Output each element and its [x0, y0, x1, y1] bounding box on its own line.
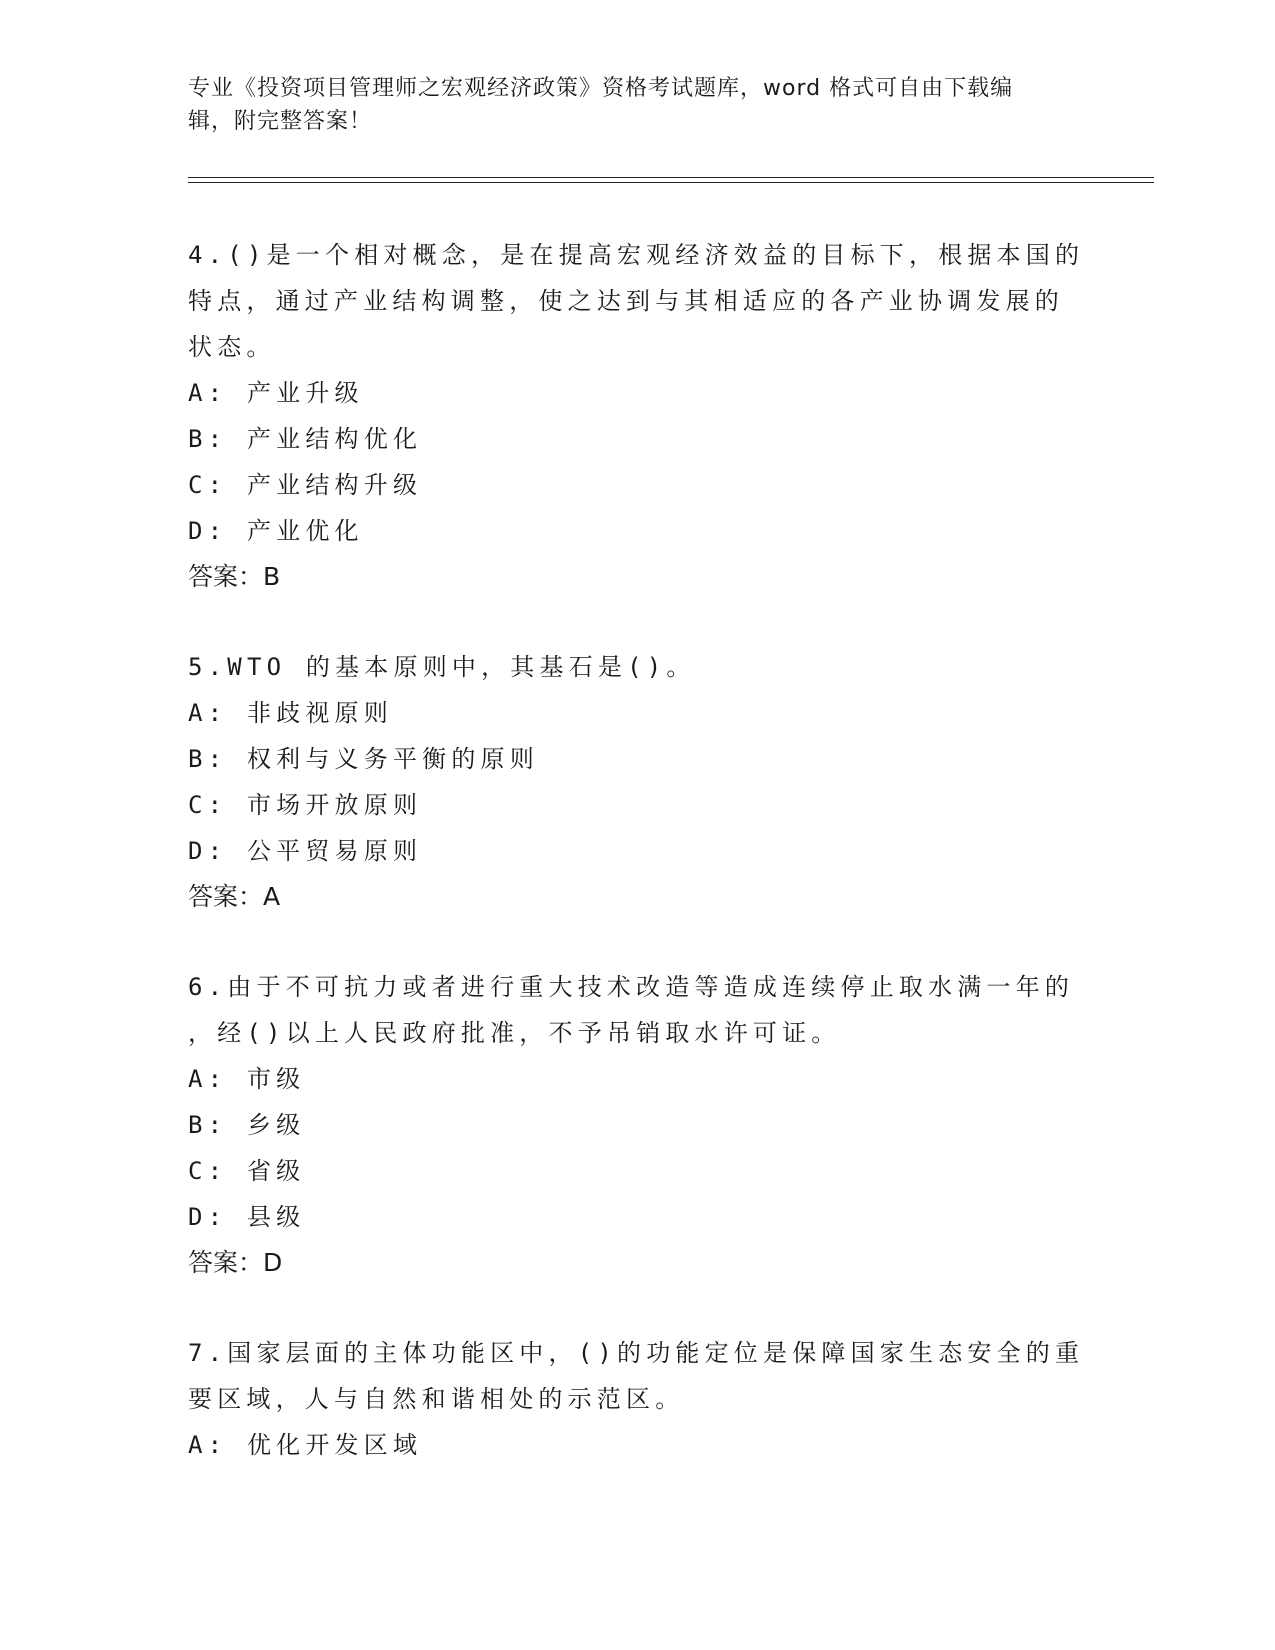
- option-c: C: 市场开放原则: [188, 791, 423, 819]
- question-stem-line: 特点，通过产业结构调整，使之达到与其相适应的各产业协调发展的: [188, 287, 1064, 315]
- option-d: D: 产业优化: [188, 517, 364, 545]
- question-stem-line: 状态。: [188, 333, 276, 361]
- answer-line: 答案：D: [188, 1248, 283, 1277]
- document-header: [188, 72, 1068, 138]
- option-a: A: 非歧视原则: [188, 699, 393, 727]
- header-divider-bottom: [188, 182, 1154, 183]
- option-b: B: 权利与义务平衡的原则: [188, 745, 539, 773]
- option-d: D: 公平贸易原则: [188, 837, 423, 865]
- header-divider-top: [188, 177, 1154, 178]
- option-a: A: 优化开发区域: [188, 1431, 423, 1459]
- option-b: B: 乡级: [188, 1111, 306, 1139]
- question-stem-line: 要区域，人与自然和谐相处的示范区。: [188, 1385, 685, 1413]
- question-stem-line: 7.国家层面的主体功能区中，()的功能定位是保障国家生态安全的重: [188, 1339, 1085, 1367]
- question-4: [188, 232, 1088, 600]
- option-c: C: 省级: [188, 1157, 306, 1185]
- answer-line: 答案：B: [188, 562, 281, 591]
- option-c: C: 产业结构升级: [188, 471, 423, 499]
- option-a: A: 产业升级: [188, 379, 364, 407]
- question-6: [188, 964, 1088, 1286]
- question-stem-line: 6.由于不可抗力或者进行重大技术改造等造成连续停止取水满一年的: [188, 973, 1075, 1001]
- option-d: D: 县级: [188, 1203, 306, 1231]
- option-b: B: 产业结构优化: [188, 425, 423, 453]
- header-line-2: 辑，附完整答案！: [188, 109, 373, 134]
- question-7: [188, 1330, 1088, 1468]
- question-stem-line: 5.WTO 的基本原则中，其基石是()。: [188, 653, 696, 681]
- answer-line: 答案：A: [188, 882, 281, 911]
- option-a: A: 市级: [188, 1065, 306, 1093]
- question-list: [188, 232, 1088, 1512]
- header-line-1: 专业《投资项目管理师之宏观经济政策》资格考试题库，word 格式可自由下载编: [188, 76, 1014, 101]
- question-5: [188, 644, 1088, 920]
- question-stem-line: ，经()以上人民政府批准，不予吊销取水许可证。: [188, 1019, 841, 1047]
- question-stem-line: 4.()是一个相对概念，是在提高宏观经济效益的目标下，根据本国的: [188, 241, 1085, 269]
